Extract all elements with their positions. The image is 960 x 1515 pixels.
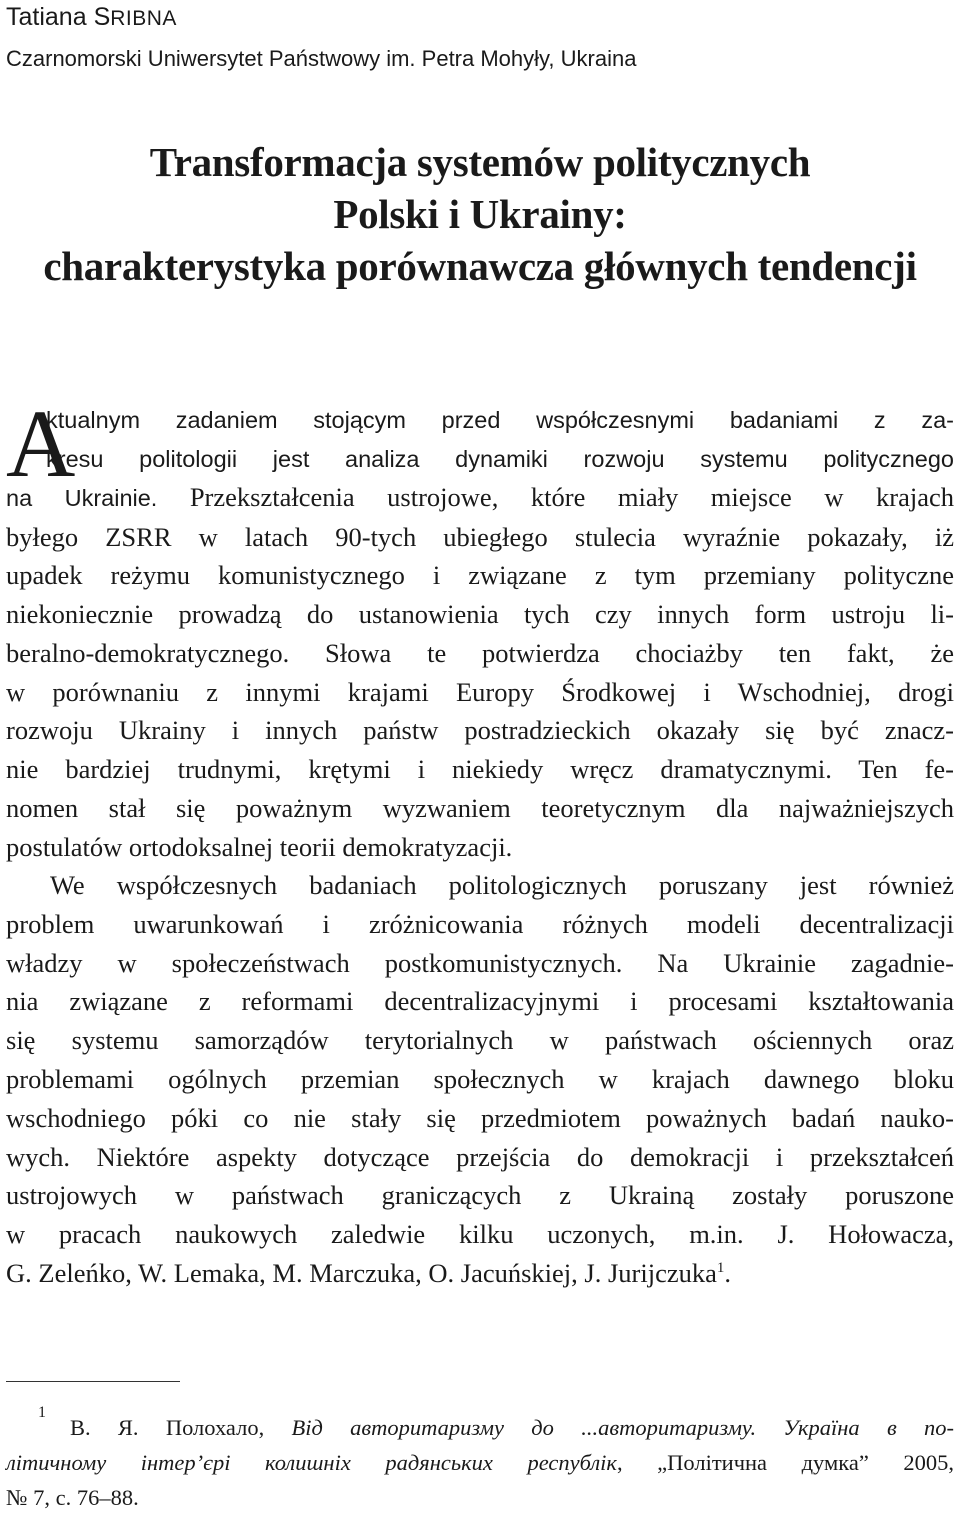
body-line: niekoniecznie prowadzą do ustanowienia tych czy innych form ustroju li- bbox=[6, 599, 954, 630]
body-line: rozwoju Ukrainy i innych państw postradzieckich okazały się być znacz- bbox=[6, 715, 954, 746]
body-paragraph-2 bbox=[6, 866, 954, 1293]
body-line: wschodniego póki co nie stały się przedmiotem poważnych badań nauko- bbox=[6, 1102, 954, 1133]
footnote-line bbox=[6, 1445, 954, 1480]
footnote-divider bbox=[6, 1381, 180, 1382]
footnote-title-part: літичному інтер’єрі колишніх радянських республік bbox=[6, 1450, 617, 1475]
title-line: Polski i Ukrainy: bbox=[333, 191, 627, 237]
body-line: upadek reżymu komunistycznego i związane z tym przemiany polityczne bbox=[6, 560, 954, 591]
body-line: ustrojowych w państwach graniczących z Ukrainą zostały poruszone bbox=[6, 1180, 954, 1211]
body-line: nia związane z reformami decentralizacyjnymi i procesami kształtowania bbox=[6, 986, 954, 1017]
body-line: We współczesnych badaniach politologicznych poruszany jest również bbox=[50, 870, 954, 900]
footnote bbox=[6, 1410, 954, 1515]
author-surname-rest: RIBNA bbox=[110, 7, 177, 30]
body-line: w pracach naukowych zaledwie kilku uczonych, m.in. J. Hołowacza, bbox=[6, 1219, 954, 1250]
body-line: byłego ZSRR w latach 90-tych ubiegłego stulecia wyraźnie pokazały, iż bbox=[6, 521, 954, 552]
title-line: Transformacja systemów politycznych bbox=[149, 139, 811, 185]
body-line bbox=[6, 1254, 954, 1293]
body-line: wych. Niektóre aspekty dotyczące przejścia do demokracji i przekształceń bbox=[6, 1141, 954, 1172]
body-line: postulatów ortodoksalnej teorii demokratyzacji. bbox=[6, 831, 513, 862]
lead-line-serif: Przekształcenia ustrojowe, które miały miejsce w krajach bbox=[189, 482, 954, 512]
footnote-source: , „Політична думка” 2005, bbox=[616, 1450, 955, 1475]
author-surname-initial: S bbox=[93, 3, 111, 31]
footnote-author: В. Я. Полохало, bbox=[70, 1415, 292, 1440]
footnote-line: № 7, с. 76–88. bbox=[6, 1485, 139, 1510]
author-affiliation: Czarnomorski Uniwersytet Państwowy im. Petra Mohyły, Ukraina bbox=[6, 46, 637, 71]
title-line: charakterystyka porównawcza głównych tendencji bbox=[43, 243, 917, 289]
body-line: nie bardziej trudnymi, krętymi i niekiedy wręcz dramatycznymi. Ten fe- bbox=[6, 754, 954, 785]
footnote-title-part: Від авторитаризму до ...авторитаризму. Україна в по- bbox=[291, 1415, 954, 1440]
body-paragraph-1 bbox=[6, 478, 954, 867]
footnote-number: 1 bbox=[38, 1404, 46, 1421]
body-line: władzy w społeczeństwach postkomunistycznych. Na Ukrainie zagadnie- bbox=[6, 947, 954, 978]
author-first-name: Tatiana bbox=[6, 3, 94, 31]
body-line bbox=[6, 478, 954, 518]
drop-cap: A bbox=[6, 390, 76, 497]
body-line: beralno-demokratycznego. Słowa te potwierdza chociażby ten fakt, że bbox=[6, 637, 954, 668]
footnote-line bbox=[70, 1410, 954, 1445]
body-line: w porównaniu z innymi krajami Europy Środkowej i Wschodniej, drogi bbox=[6, 676, 954, 707]
body-line: nomen stał się poważnym wyzwaniem teoretycznym dla najważniejszych bbox=[6, 793, 954, 824]
lead-paragraph bbox=[6, 401, 954, 478]
sentence-end: . bbox=[724, 1257, 732, 1288]
body-line: ktualnym zadaniem stojącym przed współczesnymi badaniami z za- bbox=[46, 407, 954, 433]
body-line: problemami ogólnych przemian społecznych w krajach dawnego bloku bbox=[6, 1063, 954, 1094]
body-line: się systemu samorządów terytorialnych w państwach ościennych oraz bbox=[6, 1025, 954, 1056]
body-line: problem uwarunkowań i zróżnicowania różnych modeli decentralizacji bbox=[6, 908, 954, 939]
lead-line-sans: na Ukrainie. bbox=[6, 485, 190, 511]
article-title bbox=[0, 136, 960, 292]
body-line-text: G. Zeleńko, W. Lemaka, M. Marczuka, O. Jacuńskiej, J. Jurijczuka bbox=[6, 1257, 717, 1288]
body-line: kresu politologii jest analiza dynamiki rozwoju systemu politycznego bbox=[46, 445, 954, 472]
author-name bbox=[6, 0, 177, 36]
footnote-reference[interactable]: 1 bbox=[716, 1259, 725, 1276]
